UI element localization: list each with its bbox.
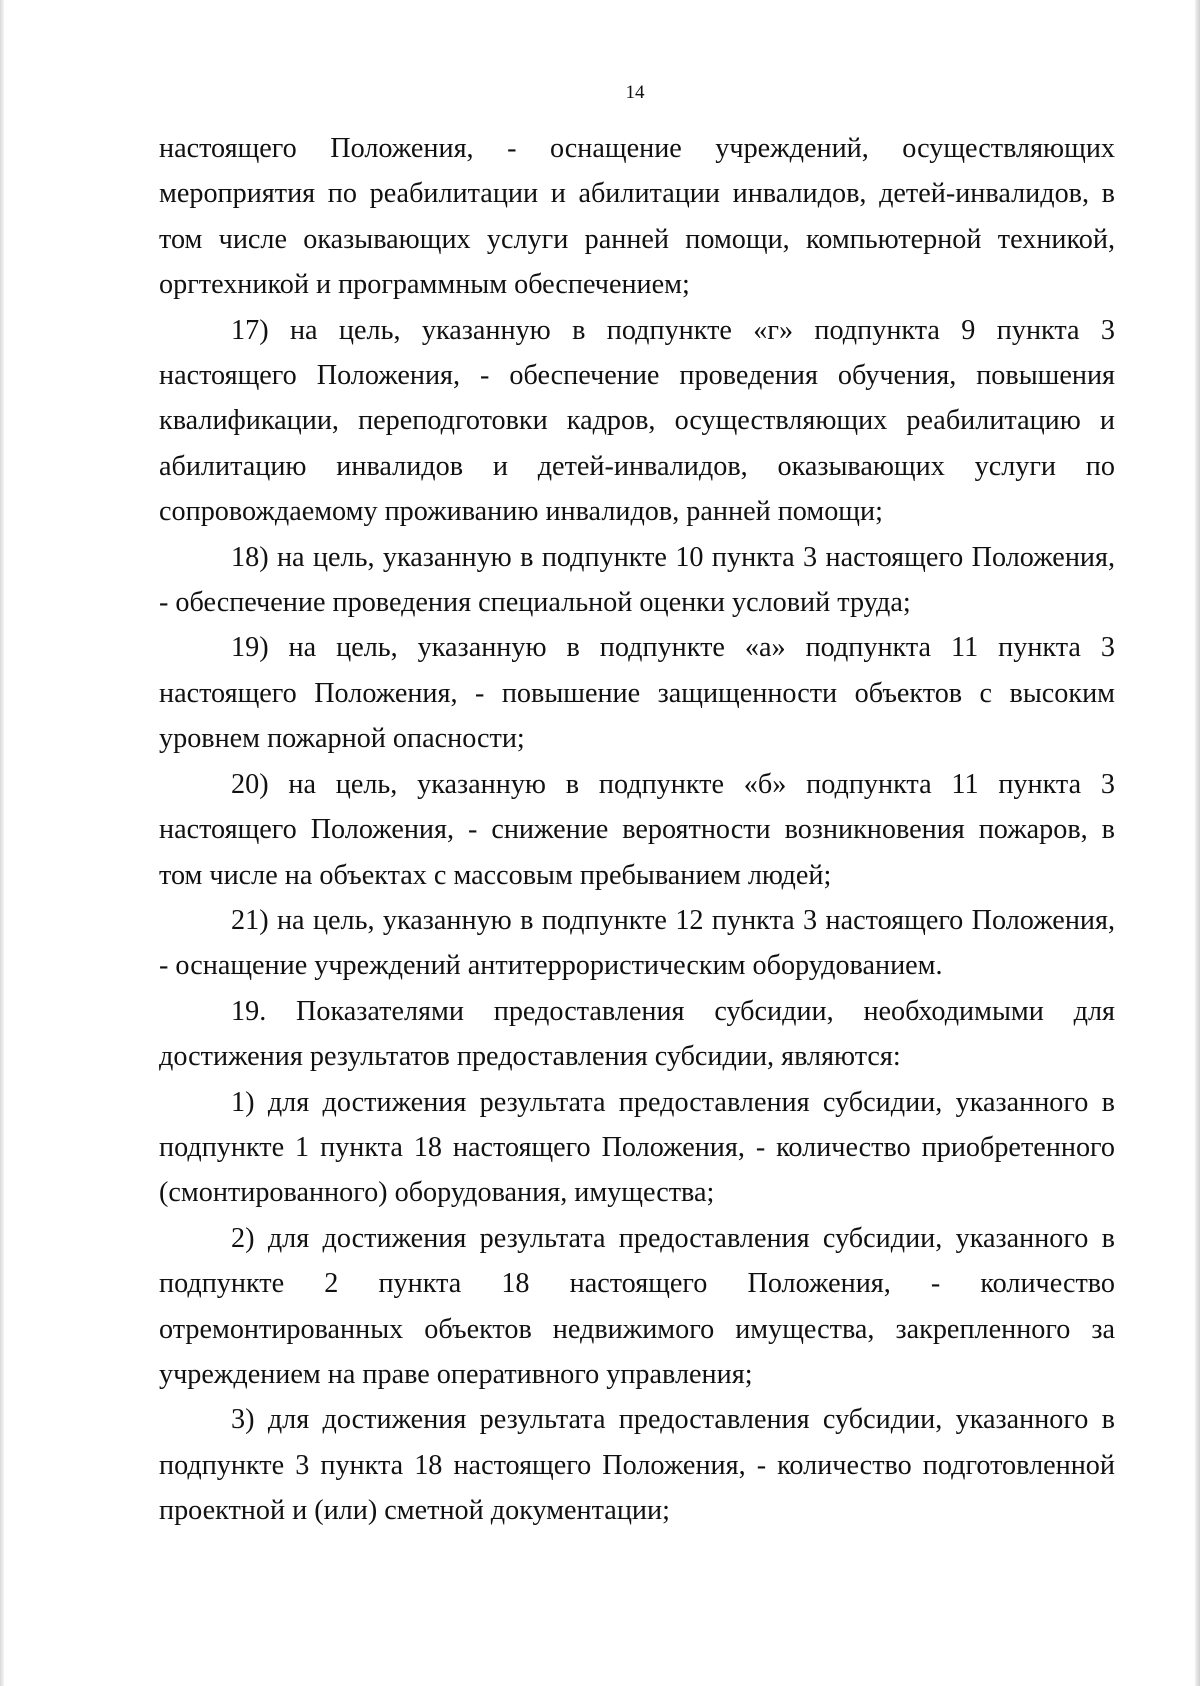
paragraph: 1) для достижения результата предоставления субсидии, указанного в подпункте 1 пункта 18 настоящего Положения, - количество приобретенного (смонтированного) оборудования, имущества;	[159, 1086, 1115, 1209]
scan-edge-left	[0, 0, 4, 1686]
paragraph: 3) для достижения результата предоставления субсидии, указанного в подпункте 3 пункта 18 настоящего Положения, - количество подготовленной проектной и (или) сметной документации;	[159, 1404, 1115, 1527]
paragraph: 19. Показателями предоставления субсидии, необходимыми для достижения результатов предоставления субсидии, являются:	[159, 995, 1115, 1073]
page-number: 14	[625, 82, 645, 103]
paragraph: 17) на цель, указанную в подпункте «г» подпункта 9 пункта 3 настоящего Положения, - обеспечение проведения обучения, повышения квалификации, переподготовки кадров, осуществляющих реабилитацию и абилитацию инвалидов и детей-инвалидов, оказывающих услуги по сопровождаемому проживанию инвалидов, ранней помощи;	[159, 314, 1115, 528]
paragraph: 19) на цель, указанную в подпункте «а» подпункта 11 пункта 3 настоящего Положения, - повышение защищенности объектов с высоким уровнем пожарной опасности;	[159, 632, 1115, 755]
document-body	[159, 126, 1115, 1534]
paragraph: 2) для достижения результата предоставления субсидии, указанного в подпункте 2 пункта 18 настоящего Положения, - количество отремонтированных объектов недвижимого имущества, закрепленного за учреждением на праве оперативного управления;	[159, 1222, 1115, 1390]
paragraph: 21) на цель, указанную в подпункте 12 пункта 3 настоящего Положения, - оснащение учреждений антитеррористическим оборудованием.	[159, 904, 1115, 982]
paragraph: настоящего Положения, - оснащение учреждений, осуществляющих мероприятия по реабилитации и абилитации инвалидов, детей-инвалидов, в том числе оказывающих услуги ранней помощи, компьютерной техникой, оргтехникой и программным обеспечением;	[159, 133, 1115, 301]
paragraph: 18) на цель, указанную в подпункте 10 пункта 3 настоящего Положения, - обеспечение проведения специальной оценки условий труда;	[159, 541, 1115, 619]
paragraph: 20) на цель, указанную в подпункте «б» подпункта 11 пункта 3 настоящего Положения, - снижение вероятности возникновения пожаров, в том числе на объектах с массовым пребыванием людей;	[159, 768, 1115, 891]
scan-edge-right	[1195, 0, 1200, 1686]
